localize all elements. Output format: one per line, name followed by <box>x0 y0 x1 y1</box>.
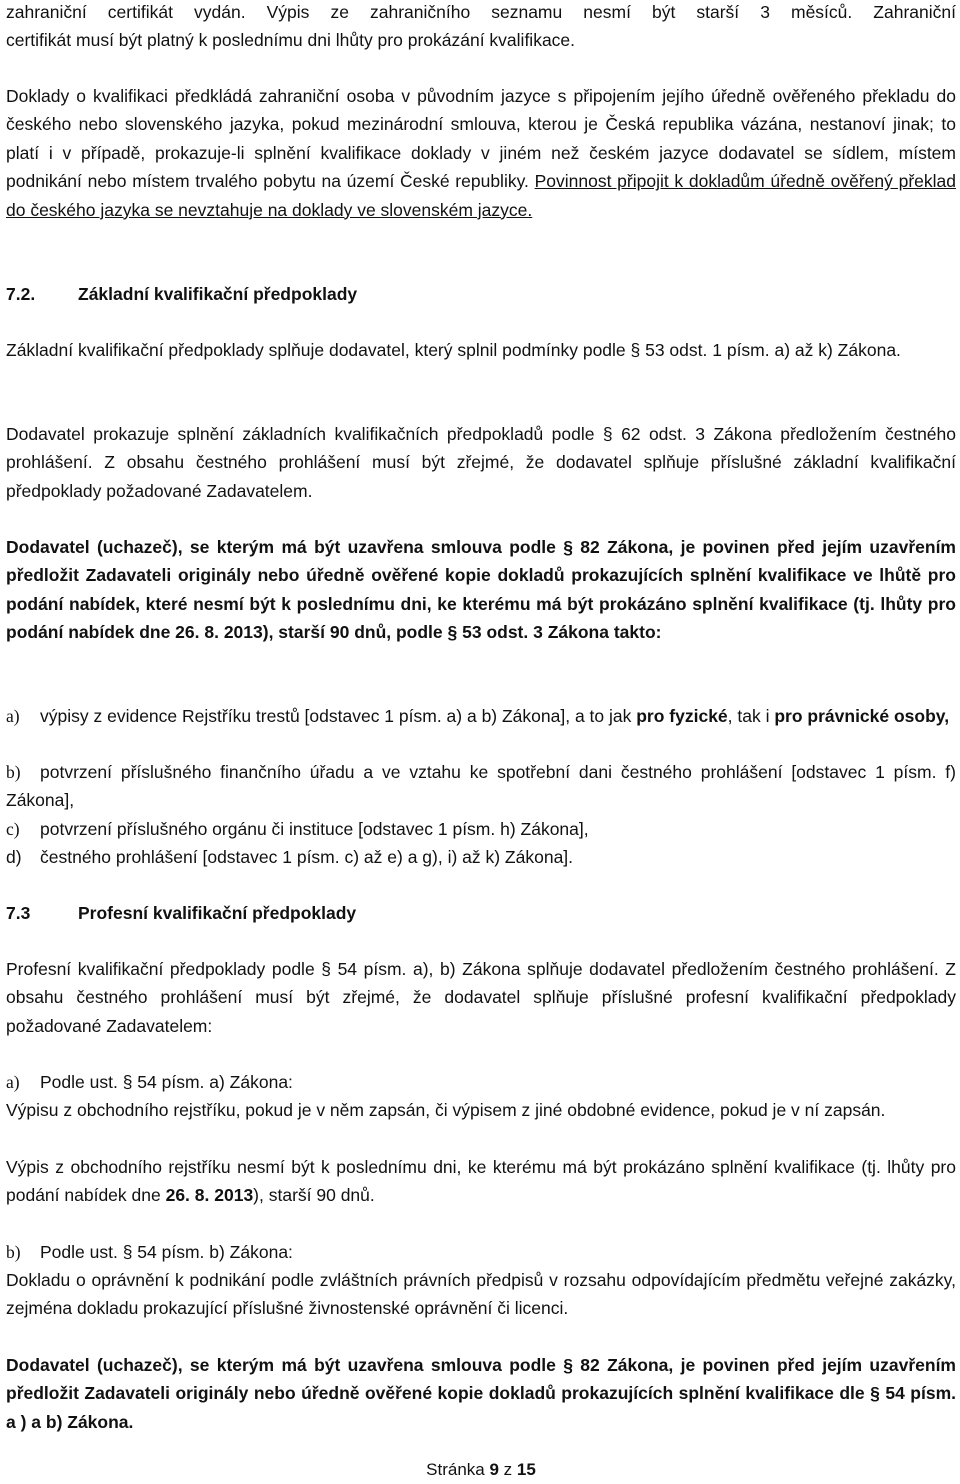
section-heading-7-3: 7.3 Profesní kvalifikační předpoklady <box>6 903 357 923</box>
section-7-3-bold-paragraph: Dodavatel (uchazeč), se kterým má být uzavřena smlouva podle § 82 Zákona, je povinen před jejím uzavřením předložit Zadavateli originály nebo úředně ověřené kopie dokladů prokazujících splnění kvalifikace dle § 54 písm. a ) a b) Zákona. <box>6 1355 956 1432</box>
subsection-a-paragraph-1: Výpisu z obchodního rejstříku, pokud je v něm zapsán, či výpisem z jiné obdobné evidence, pokud je v ní zapsán. <box>6 1100 886 1120</box>
section-7-2-paragraph-2: Dodavatel prokazuje splnění základních kvalifikačních předpokladů podle § 62 odst. 3 Zákona předložením čestného prohlášení. Z obsahu čestného prohlášení musí být zřejmé, že dodavatel splňuje příslušné základní kvalifikační předpoklady požadované Zadavatelem. <box>6 424 956 501</box>
intro-paragraph-1: zahraniční certifikát vydán. Výpis ze zahraničního seznamu nesmí být starší 3 měsíců. Zahraniční certifikát musí být platný k poslednímu dni lhůty pro prokázání kvalifikace. <box>6 2 956 51</box>
page-footer: Stránka 9 z 15 <box>426 1460 536 1479</box>
document-page <box>6 0 956 1480</box>
subsection-a-heading: a) Podle ust. § 54 písm. a) Zákona: <box>6 1072 293 1092</box>
subsection-b-paragraph-1: Dokladu o oprávnění k podnikání podle zvláštních právních předpisů v rozsahu odpovídajícím předmětu veřejné zakázky, zejména dokladu prokazující příslušné živnostenské oprávnění či licenci. <box>6 1270 956 1319</box>
page-total: 15 <box>516 1460 536 1479</box>
page-number: 9 <box>489 1460 499 1479</box>
section-7-3-paragraph-1: Profesní kvalifikační předpoklady podle § 54 písm. a), b) Zákona splňuje dodavatel předložením čestného prohlášení. Z obsahu čestného prohlášení musí být zřejmé, že dodavatel splňuje příslušné profesní kvalifikační předpoklady požadované Zadavatelem: <box>6 959 956 1036</box>
section-7-2-bold-paragraph: Dodavatel (uchazeč), se kterým má být uzavřena smlouva podle § 82 Zákona, je povinen před jejím uzavřením předložit Zadavateli originály nebo úředně ověřené kopie dokladů prokazujících splnění kvalifikace ve lhůtě pro podání nabídek, které nesmí být k poslednímu dni, ke kterému má být prokázáno splnění kvalifikace (tj. lhůty pro podání nabídek dne 26. 8. 2013), starší 90 dnů, podle § 53 odst. 3 Zákona takto: <box>6 537 956 643</box>
list-item: d) čestného prohlášení [odstavec 1 písm. c) až e) a g), i) až k) Zákona]. <box>6 847 574 867</box>
section-7-2-paragraph-1: Základní kvalifikační předpoklady splňuje dodavatel, který splnil podmínky podle § 53 odst. 1 písm. a) až k) Zákona. <box>6 340 901 360</box>
intro-paragraph-2: Doklady o kvalifikaci předkládá zahraniční osoba v původním jazyce s připojením jejího úředně ověřeného překladu do českého nebo slovenského jazyka, pokud mezinárodní smlouva, kterou je Česká republika vázána, nestanoví jinak; to platí i v případě, prokazuje-li splnění kvalifikace doklady v jiném než českém jazyce dodavatel se sídlem, místem podnikání nebo místem trvalého pobytu na území České republiky. Povinnost připojit k dokladům úředně ověřený překlad do českého jazyka se nevztahuje na doklady ve slovenském jazyce. <box>6 86 956 220</box>
list-item: a) výpisy z evidence Rejstříku trestů [odstavec 1 písm. a) a b) Zákona], a to jak pro fyzické, tak i pro právnické osoby, <box>6 706 950 726</box>
subsection-b-heading: b) Podle ust. § 54 písm. b) Zákona: <box>6 1242 293 1262</box>
list-item: c) potvrzení příslušného orgánu či instituce [odstavec 1 písm. h) Zákona], <box>6 819 589 839</box>
subsection-a-paragraph-2: Výpis z obchodního rejstříku nesmí být k poslednímu dni, ke kterému má být prokázáno splnění kvalifikace (tj. lhůty pro podání nabídek dne 26. 8. 2013), starší 90 dnů. <box>6 1157 956 1206</box>
list-item: b) potvrzení příslušného finančního úřadu a ve vztahu ke spotřební dani čestného prohlášení [odstavec 1 písm. f) Zákona], <box>6 762 956 811</box>
section-heading-7-2: 7.2. Základní kvalifikační předpoklady <box>6 284 358 304</box>
underlined-note: Povinnost připojit k dokladům úředně ověřený překlad do českého jazyka se nevztahuje na doklady ve slovenském jazyce. <box>6 171 956 220</box>
